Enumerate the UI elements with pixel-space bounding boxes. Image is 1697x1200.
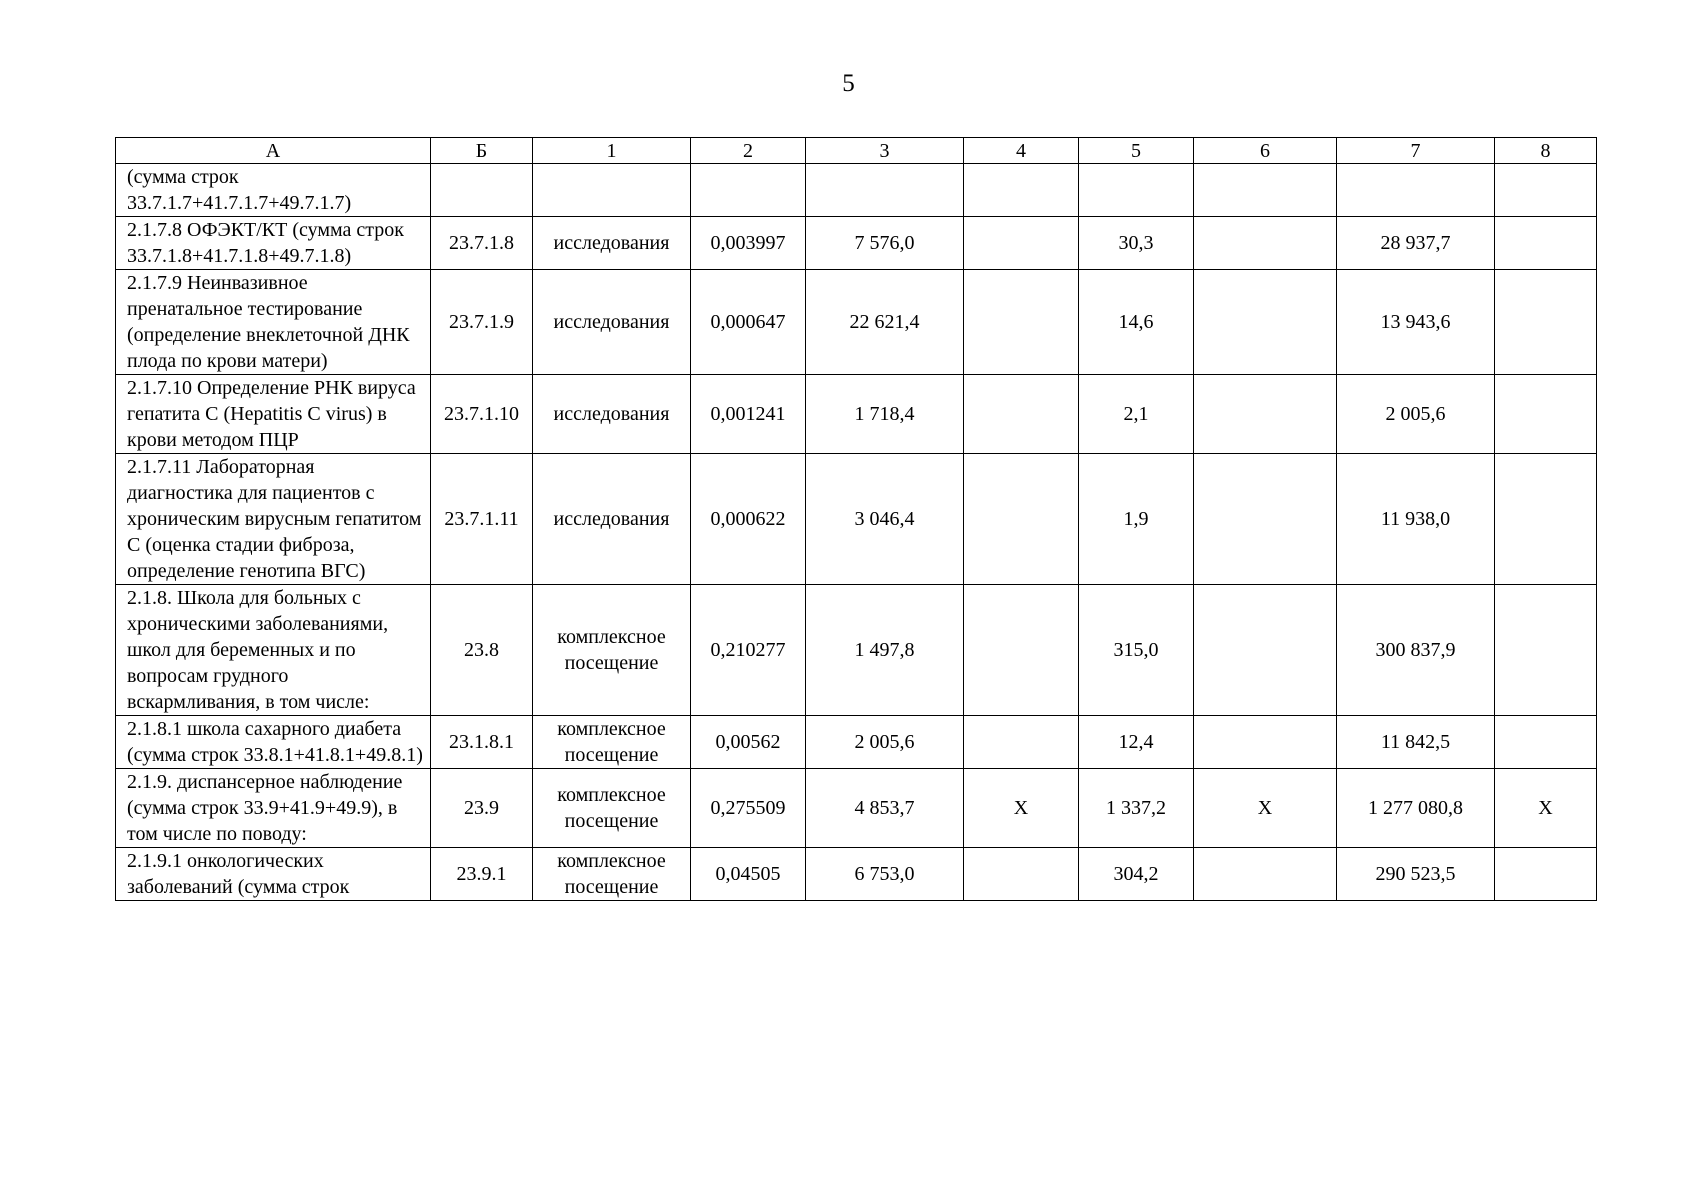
cell-col-5: 30,3 <box>1079 217 1194 270</box>
cell-col-7: 11 938,0 <box>1337 454 1495 585</box>
cell-col-5: 14,6 <box>1079 270 1194 375</box>
column-header: 8 <box>1495 138 1597 164</box>
cell-col-6 <box>1194 217 1337 270</box>
row-code: 23.7.1.11 <box>431 454 533 585</box>
data-table <box>115 137 1597 901</box>
column-header: 3 <box>806 138 964 164</box>
cell-col-7: 290 523,5 <box>1337 848 1495 901</box>
page-number: 5 <box>842 70 855 97</box>
row-unit: комплексное посещение <box>533 848 691 901</box>
column-header: 5 <box>1079 138 1194 164</box>
table-row <box>116 848 1597 901</box>
cell-col-7: 13 943,6 <box>1337 270 1495 375</box>
cell-col-3: 1 718,4 <box>806 375 964 454</box>
row-name: 2.1.7.11 Лабораторная диагностика для пациентов с хроническим вирусным гепатитом С (оценка стадии фиброза, определение генотипа ВГС) <box>116 454 431 585</box>
column-header: Б <box>431 138 533 164</box>
cell-col-8 <box>1495 164 1597 217</box>
table-row <box>116 716 1597 769</box>
column-header: 1 <box>533 138 691 164</box>
cell-col-4: Х <box>964 769 1079 848</box>
row-unit: комплексное посещение <box>533 769 691 848</box>
row-unit: исследования <box>533 375 691 454</box>
cell-col-8: Х <box>1495 769 1597 848</box>
cell-col-3: 4 853,7 <box>806 769 964 848</box>
row-code: 23.7.1.9 <box>431 270 533 375</box>
row-name: 2.1.9. диспансерное наблюдение (сумма строк 33.9+41.9+49.9), в том числе по поводу: <box>116 769 431 848</box>
cell-col-5: 315,0 <box>1079 585 1194 716</box>
row-code: 23.7.1.10 <box>431 375 533 454</box>
row-code: 23.9.1 <box>431 848 533 901</box>
cell-col-4 <box>964 454 1079 585</box>
cell-col-8 <box>1495 375 1597 454</box>
row-unit: исследования <box>533 270 691 375</box>
cell-col-7: 28 937,7 <box>1337 217 1495 270</box>
cell-col-2: 0,000622 <box>691 454 806 585</box>
row-code: 23.8 <box>431 585 533 716</box>
table-row <box>116 217 1597 270</box>
row-code: 23.1.8.1 <box>431 716 533 769</box>
cell-col-7 <box>1337 164 1495 217</box>
cell-col-8 <box>1495 454 1597 585</box>
cell-col-4 <box>964 375 1079 454</box>
cell-col-6 <box>1194 164 1337 217</box>
row-name: (сумма строк 33.7.1.7+41.7.1.7+49.7.1.7) <box>116 164 431 217</box>
column-header: 2 <box>691 138 806 164</box>
cell-col-6 <box>1194 454 1337 585</box>
row-name: 2.1.9.1 онкологических заболеваний (сумма строк <box>116 848 431 901</box>
cell-col-8 <box>1495 217 1597 270</box>
cell-col-3: 7 576,0 <box>806 217 964 270</box>
table-row <box>116 769 1597 848</box>
cell-col-2: 0,210277 <box>691 585 806 716</box>
cell-col-3: 6 753,0 <box>806 848 964 901</box>
column-header: 7 <box>1337 138 1495 164</box>
row-unit: исследования <box>533 217 691 270</box>
row-name: 2.1.7.8 ОФЭКТ/КТ (сумма строк 33.7.1.8+41.7.1.8+49.7.1.8) <box>116 217 431 270</box>
table-row <box>116 270 1597 375</box>
row-name: 2.1.8.1 школа сахарного диабета (сумма строк 33.8.1+41.8.1+49.8.1) <box>116 716 431 769</box>
table-row <box>116 585 1597 716</box>
cell-col-7: 300 837,9 <box>1337 585 1495 716</box>
cell-col-5 <box>1079 164 1194 217</box>
cell-col-6: Х <box>1194 769 1337 848</box>
cell-col-4 <box>964 585 1079 716</box>
cell-col-6 <box>1194 848 1337 901</box>
table-row <box>116 454 1597 585</box>
row-code <box>431 164 533 217</box>
row-unit: комплексное посещение <box>533 716 691 769</box>
cell-col-4 <box>964 217 1079 270</box>
row-name: 2.1.8. Школа для больных с хроническими заболеваниями, школ для беременных и по вопросам грудного вскармливания, в том числе: <box>116 585 431 716</box>
cell-col-8 <box>1495 270 1597 375</box>
cell-col-5: 12,4 <box>1079 716 1194 769</box>
cell-col-5: 1,9 <box>1079 454 1194 585</box>
row-unit: комплексное посещение <box>533 585 691 716</box>
cell-col-7: 2 005,6 <box>1337 375 1495 454</box>
cell-col-6 <box>1194 585 1337 716</box>
cell-col-2: 0,003997 <box>691 217 806 270</box>
column-header: А <box>116 138 431 164</box>
row-code: 23.9 <box>431 769 533 848</box>
cell-col-6 <box>1194 270 1337 375</box>
cell-col-4 <box>964 848 1079 901</box>
cell-col-3 <box>806 164 964 217</box>
cell-col-8 <box>1495 716 1597 769</box>
column-header: 4 <box>964 138 1079 164</box>
cell-col-5: 1 337,2 <box>1079 769 1194 848</box>
column-header: 6 <box>1194 138 1337 164</box>
table-row <box>116 375 1597 454</box>
cell-col-3: 2 005,6 <box>806 716 964 769</box>
cell-col-2: 0,04505 <box>691 848 806 901</box>
cell-col-4 <box>964 716 1079 769</box>
cell-col-3: 1 497,8 <box>806 585 964 716</box>
row-name: 2.1.7.10 Определение РНК вируса гепатита С (Hepatitis C virus) в крови методом ПЦР <box>116 375 431 454</box>
cell-col-3: 22 621,4 <box>806 270 964 375</box>
cell-col-2: 0,00562 <box>691 716 806 769</box>
row-code: 23.7.1.8 <box>431 217 533 270</box>
table-row <box>116 164 1597 217</box>
header-row <box>116 138 1597 164</box>
cell-col-7: 11 842,5 <box>1337 716 1495 769</box>
cell-col-2: 0,275509 <box>691 769 806 848</box>
cell-col-7: 1 277 080,8 <box>1337 769 1495 848</box>
cell-col-6 <box>1194 375 1337 454</box>
row-name: 2.1.7.9 Неинвазивное пренатальное тестирование (определение внеклеточной ДНК плода по крови матери) <box>116 270 431 375</box>
row-unit <box>533 164 691 217</box>
cell-col-8 <box>1495 585 1597 716</box>
cell-col-3: 3 046,4 <box>806 454 964 585</box>
cell-col-2 <box>691 164 806 217</box>
cell-col-6 <box>1194 716 1337 769</box>
cell-col-8 <box>1495 848 1597 901</box>
cell-col-5: 2,1 <box>1079 375 1194 454</box>
cell-col-4 <box>964 164 1079 217</box>
cell-col-2: 0,000647 <box>691 270 806 375</box>
cell-col-5: 304,2 <box>1079 848 1194 901</box>
cell-col-2: 0,001241 <box>691 375 806 454</box>
row-unit: исследования <box>533 454 691 585</box>
cell-col-4 <box>964 270 1079 375</box>
